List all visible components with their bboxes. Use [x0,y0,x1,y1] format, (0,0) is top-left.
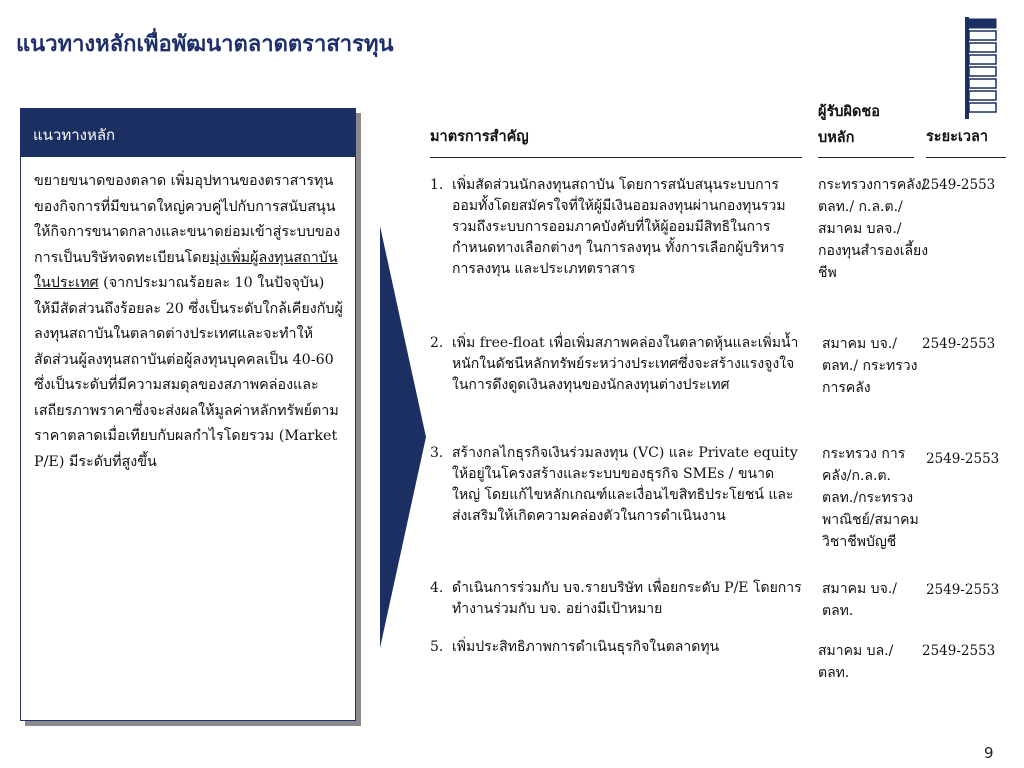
slide-title: แนวทางหลักเพื่อพัฒนาตลาดตราสารทุน [16,31,394,57]
header-rule-responsible [818,157,914,158]
panel-text-emphasis: มุ่งเพิ่มผู้ลงทุนสถาบันในประเทศ [34,249,338,291]
panel-heading: แนวทางหลัก [21,109,355,157]
period-cell: 2549-2553 [922,643,996,659]
measure-number: 5. [430,639,444,655]
measure-row [430,443,802,527]
measure-text: ดำเนินการร่วมกับ บจ.รายบริษัท เพื่อยกระดับ P/E โดยการทำงานร่วมกับ บจ. อย่างมีเป้าหมาย [452,580,802,617]
panel-text-rest: (จากประมาณร้อยละ 10 ในปัจจุบัน) ให้มีสัดส่วนถึงร้อยละ 20 ซึ่งเป็นระดับใกล้เคียงกับผู้ลงทุนสถาบันในตลาดต่างประเทศและจะทำให้สัดส่วนผู้ลงทุนสถาบันต่อผู้ลงทุนบุคคลเป็น 40-60 ซึ่งเป็นระดับที่มีความสมดุลของสภาพคล่องและเสถียรภาพราคาซึ่งจะส่งผลให้มูลค่าหลักทรัพย์ตามราคาตลาดเมื่อเทียบกับผลกำไรโดยรวม (Market P/E) มีระดับที่สูงขึ้น [34,275,343,470]
measure-row [430,637,802,658]
measure-text: เพิ่มสัดส่วนนักลงทุนสถาบัน โดยการสนับสนุนระบบการออมทั้งโดยสมัครใจที่ให้ผู้มีเงินออมลงทุนผ่านกองทุนรวม รวมถึงระบบการออมภาคบังคับที่ให้ผู้ออมมีสิทธิในการกำหนดทางเลือกต่างๆ ในการลงทุน ทั้งการเลือกผู้บริหารการลงทุน และประเภทตราสาร [452,177,786,277]
measure-row [430,175,802,280]
responsible-cell: กระทรวงการคลัง/ตลท./ ก.ล.ต./สมาคม บลจ./กองทุนสำรองเลี้ยงชีพ [818,177,929,281]
responsible-cell: กระทรวง การคลัง/ก.ล.ต. ตลท./กระทรวง พาณิชย์/สมาคม วิชาชีพบัญชี [822,446,919,550]
arrow-right-icon [380,226,426,648]
period-cell: 2549-2553 [926,582,1000,598]
header-measures: มาตรการสำคัญ [430,128,529,145]
header-period: ระยะเวลา [926,128,988,145]
period-cell: 2549-2553 [922,336,996,352]
page-number: 9 [984,744,994,762]
responsible-cell: สมาคม บล./ ตลท. [818,643,894,681]
measure-number: 2. [430,335,444,351]
measure-text: เพิ่ม free-float เพื่อเพิ่มสภาพคล่องในตลาดหุ้นและเพิ่มน้ำหนักในดัชนีหลักทรัพย์ระหว่างประเทศซึ่งจะสร้างแรงจูงใจในการดึงดูดเงินลงทุนของนักลงทุนต่างประเทศ [452,335,799,393]
panel-text-intro: ขยายขนาดของตลาด เพิ่มอุปทานของตราสารทุนของกิจการที่มีขนาดใหญ่ควบคู่ไปกับการสนับสนุนให้กิจการขนาดกลางและขนาดย่อมเข้าสู่ระบบของการเป็นบริษัทจดทะเบียนโดย [34,173,341,266]
panel-body [21,157,355,475]
measure-number: 4. [430,580,444,596]
period-cell: 2549-2553 [922,177,996,193]
header-responsible: ผู้รับผิดชอ บหลัก [818,103,880,146]
measure-number: 1. [430,177,444,193]
guideline-panel [20,108,356,721]
measure-row [430,578,802,620]
header-rule-period [926,157,1006,158]
measure-number: 3. [430,445,444,461]
logo-stack-icon [965,17,997,119]
measure-text: สร้างกลไกธุรกิจเงินร่วมลงทุน (VC) และ Private equity ให้อยู่ในโครงสร้างและระบบของธุรกิจ SMEs / ขนาดใหญ่ โดยแก้ไขหลักเกณฑ์และเงื่อนไขสิทธิประโยชน์ และส่งเสริมให้เกิดความคล่องตัวในการดำเนินงาน [452,445,798,524]
responsible-cell: สมาคม บจ./ ตลท./ กระทรวง การคลัง [822,336,918,396]
measure-row [430,333,802,396]
responsible-cell: สมาคม บจ./ ตลท. [822,581,897,619]
measure-text: เพิ่มประสิทธิภาพการดำเนินธุรกิจในตลาดทุน [452,639,720,655]
header-rule-measures [430,157,802,158]
period-cell: 2549-2553 [926,451,1000,467]
